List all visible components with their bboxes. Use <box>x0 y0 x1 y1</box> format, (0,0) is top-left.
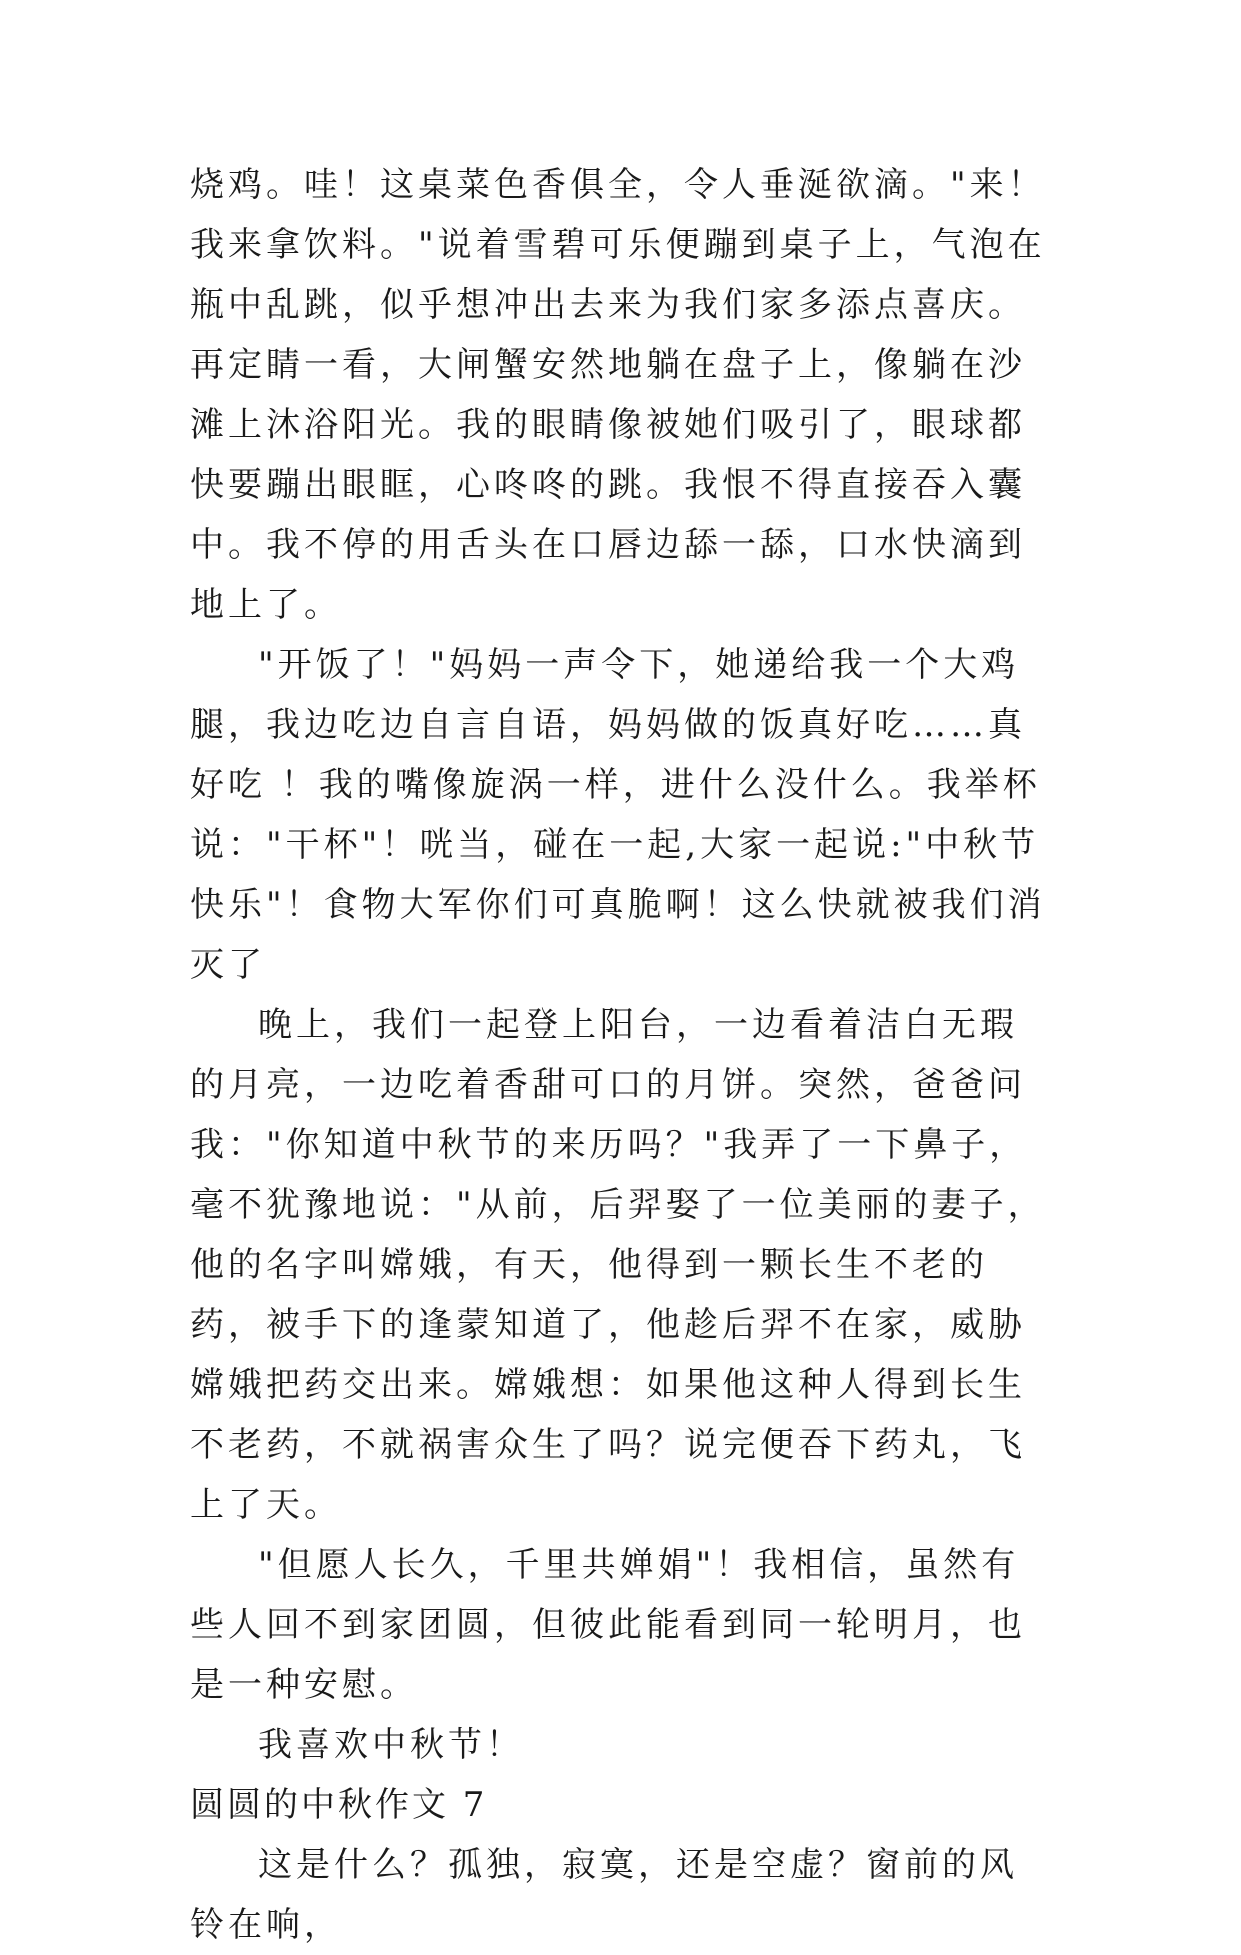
paragraph-2: "开饭了！"妈妈一声令下，她递给我一个大鸡腿，我边吃边自言自语，妈妈做的饭真好吃……真好吃 ！我的嘴像旋涡一样，进什么没什么。我举杯说："干杯"！咣当，碰在一起,大家一起说:"中秋节快乐"！食物大军你们可真脆啊！这么快就被我们消灭了 <box>190 645 1046 985</box>
paragraph-4: "但愿人长久，千里共婵娟"！我相信，虽然有些人回不到家团圆，但彼此能看到同一轮明月，也是一种安慰。 <box>190 1545 1026 1705</box>
paragraph-5: 我喜欢中秋节！ <box>258 1725 524 1765</box>
section-heading: 圆圆的中秋作文 7 <box>190 1785 488 1825</box>
paragraph-1: 烧鸡。哇！这桌菜色香俱全，令人垂涎欲滴。"来！我来拿饮料。"说着雪碧可乐便蹦到桌子上，气泡在瓶中乱跳，似乎想冲出去来为我们家多添点喜庆。再定睛一看，大闸蟹安然地躺在盘子上，像躺在沙滩上沐浴阳光。我的眼睛像被她们吸引了，眼球都快要蹦出眼眶，心咚咚的跳。我恨不得直接吞入囊中。我不停的用舌头在口唇边舔一舔，口水快滴到地上了。 <box>190 165 1046 625</box>
paragraph-3: 晚上，我们一起登上阳台，一边看着洁白无瑕的月亮，一边吃着香甜可口的月饼。突然，爸爸问我："你知道中秋节的来历吗？"我弄了一下鼻子，毫不犹豫地说："从前，后羿娶了一位美丽的妻子，他的名字叫嫦娥，有天，他得到一颗长生不老的药，被手下的逢蒙知道了，他趁后羿不在家，威胁嫦娥把药交出来。嫦娥想：如果他这种人得到长生不老药，不就祸害众生了吗？说完便吞下药丸，飞上了天。 <box>190 1005 1046 1525</box>
paragraph-6: 这是什么？孤独，寂寞，还是空虚？窗前的风铃在响， <box>190 1845 1018 1945</box>
document-body <box>190 155 1050 1955</box>
